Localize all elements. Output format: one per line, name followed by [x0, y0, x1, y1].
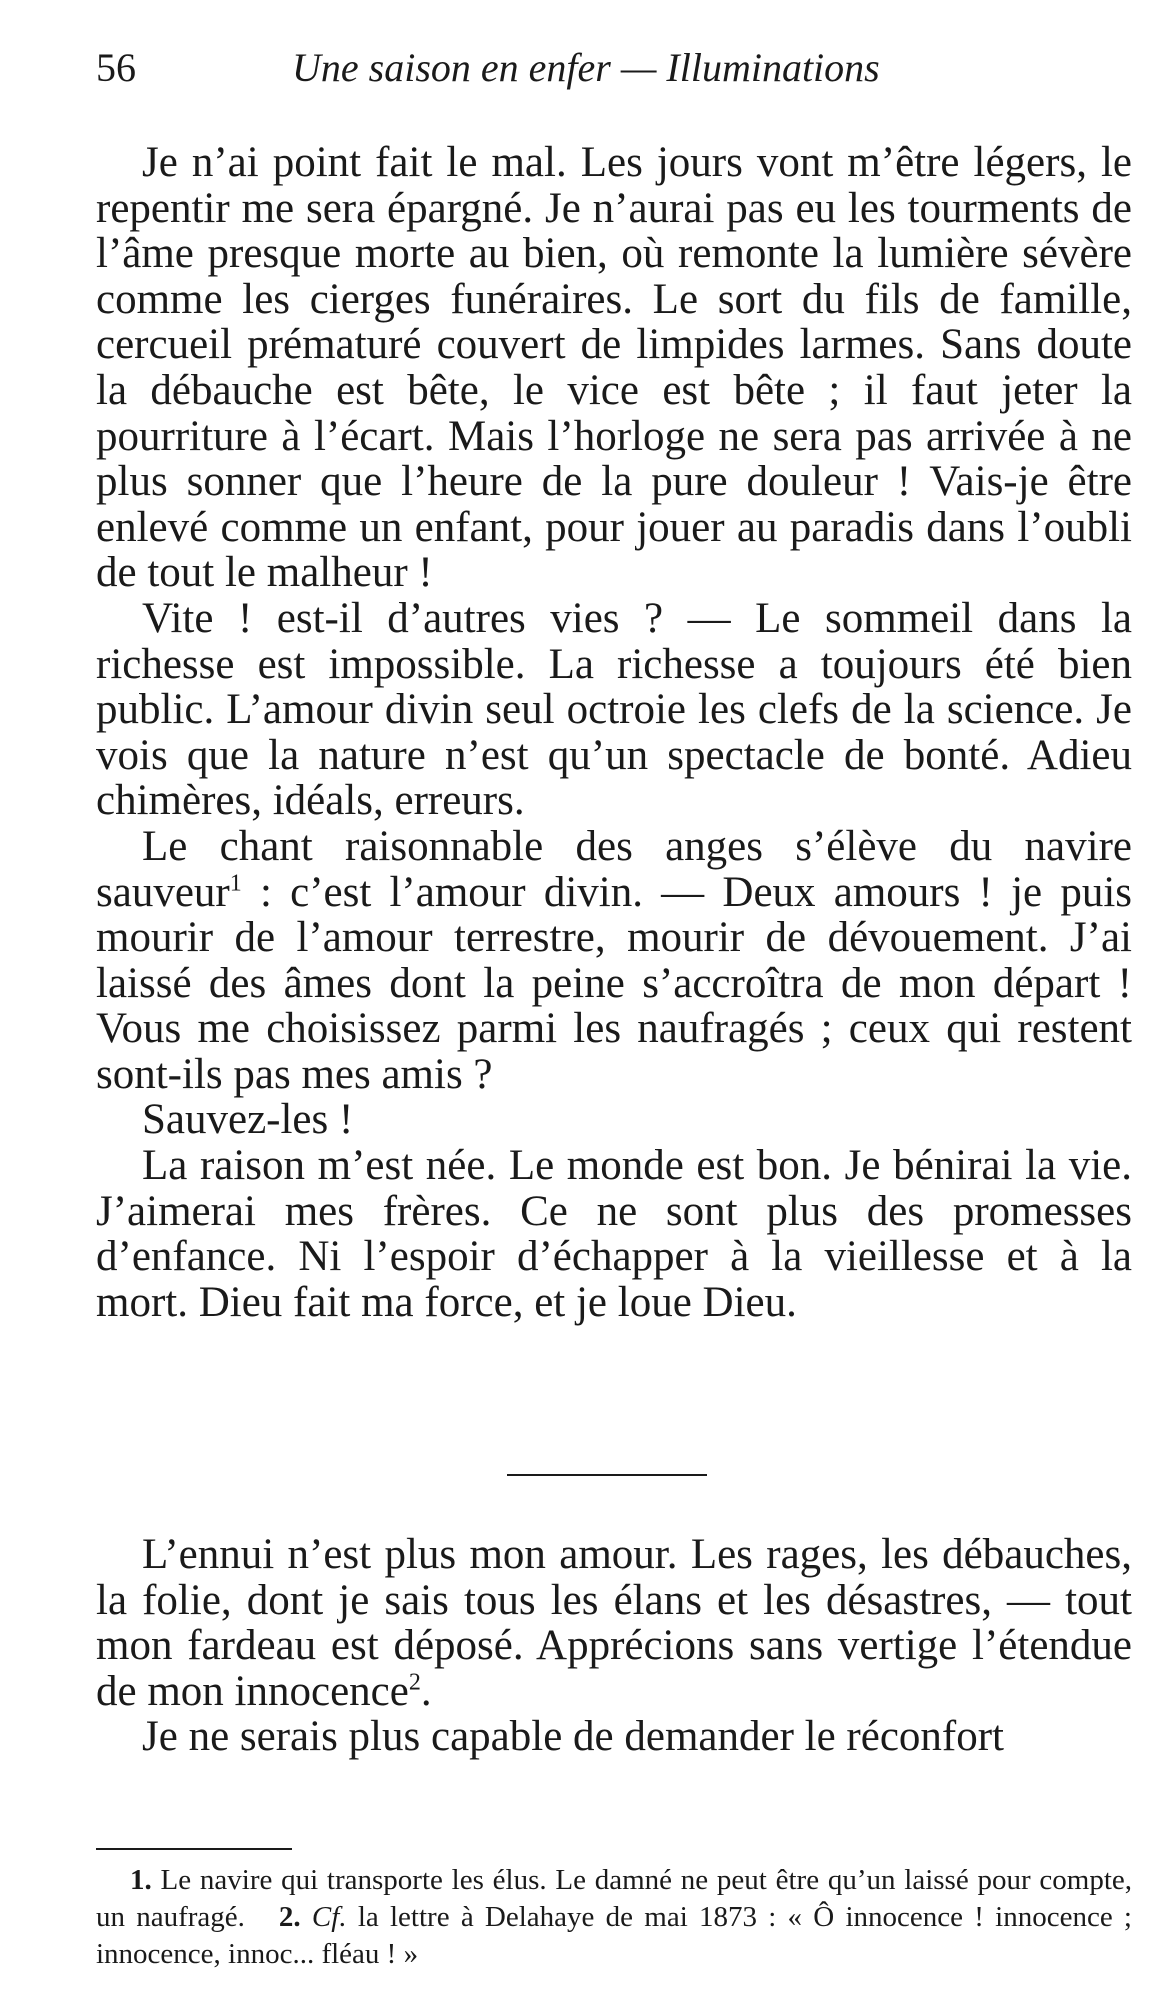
section-divider [507, 1474, 707, 1476]
footnote-text: la lettre à Delahaye de mai 1873 : « Ô innocence ! innocence ; innocence, innoc... fléau ! » [96, 1901, 1132, 1970]
footnotes [96, 1862, 1132, 1973]
page-header [96, 44, 1132, 92]
paragraph-text: : c’est l’amour divin. — Deux amours ! je puis mourir de l’amour terrestre, mourir de dévouement. J’ai laissé des âmes dont la peine s’accroîtra de mon départ ! Vous me choisissez parmi les naufragés ; ceux qui restent sont-ils pas mes amis ? [96, 868, 1132, 1098]
paragraph-text: L’ennui n’est plus mon amour. Les rages, les débauches, la folie, dont je sais tous les élans et les désastres, — tout mon fardeau est déposé. Apprécions sans vertige l’étendue de mon innocence [96, 1531, 1132, 1715]
paragraph-text: . [420, 1667, 432, 1715]
paragraph-with-note [96, 824, 1132, 1098]
section-one-text [96, 140, 1132, 1325]
paragraph: Sauvez-les ! [142, 1096, 354, 1144]
paragraph: Je n’ai point fait le mal. Les jours vont m’être légers, le repentir me sera épargné. Je n’aurai pas eu les tourments de l’âme presque morte au bien, où remonte la lumière sévère comme les cierges funéraires. Le sort du fils de famille, cercueil prématuré couvert de limpides larmes. Sans doute la débauche est bête, le vice est bête ; il faut jeter la pourriture à l’écart. Mais l’horloge ne sera pas arrivée à ne plus sonner que l’heure de la pure douleur ! Vais-je être enlevé comme un enfant, pour jouer au paradis dans l’oubli de tout le malheur ! [96, 139, 1132, 597]
paragraph-with-note [96, 1532, 1132, 1714]
book-page [96, 0, 1132, 2000]
footnote-block [96, 1862, 1132, 1973]
footnote-number: 2. [278, 1901, 301, 1933]
paragraph: Je ne serais plus capable de demander le réconfort [142, 1713, 1004, 1761]
footnote-reference[interactable]: 2 [408, 1669, 421, 1696]
paragraph: Vite ! est-il d’autres vies ? — Le sommeil dans la richesse est impossible. La richesse a toujours été bien public. L’amour divin seul octroie les clefs de la science. Je vois que la nature n’est qu’un spectacle de bonté. Adieu chimères, idéals, erreurs. [96, 594, 1132, 825]
paragraph-text: Le chant raisonnable des anges s’élève du navire sauveur [96, 822, 1132, 916]
footnote-abbreviation: Cf. [311, 1901, 347, 1933]
section-two-text [96, 1532, 1132, 1760]
footnote-text: Le navire qui transporte les élus. Le damné ne peut être qu’un laissé pour compte, un naufragé. [96, 1864, 1133, 1933]
running-title: Une saison en enfer — Illuminations [292, 45, 880, 90]
footnote-number: 1. [130, 1864, 152, 1896]
footnote-reference[interactable]: 1 [229, 870, 242, 897]
paragraph: La raison m’est née. Le monde est bon. Je bénirai la vie. J’aimerai mes frères. Ce ne sont plus des promesses d’enfance. Ni l’espoir d’échapper à la vieillesse et à la mort. Dieu fait ma force, et je loue Dieu. [96, 1142, 1132, 1326]
footnote-separator [96, 1848, 292, 1850]
page-number: 56 [96, 45, 136, 90]
